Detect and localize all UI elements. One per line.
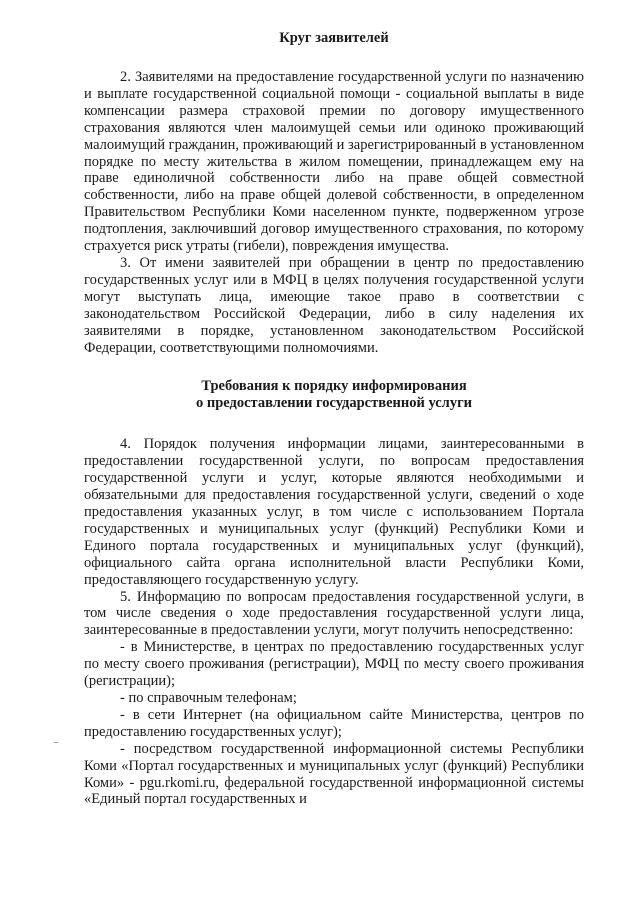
bullet-internet: - в сети Интернет (на официальном сайте Министерства, центров по предоставлению государственных услуг); [84, 706, 584, 740]
bullet-portal: - посредством государственной информационной системы Республики Коми «Портал государственных и муниципальных услуг (функций) Республики Коми» - pgu.rkomi.ru, федеральной государственной информационной системы «Единый портал государственных и [84, 740, 584, 808]
paragraph-2: 2. Заявителями на предоставление государственной услуги по назначению и выплате государственной социальной помощи - социальной выплаты в виде компенсации размера страховой премии по договору имущественного страхования являются член малоимущей семьи или одиноко проживающий малоимущий гражданин, проживающий и зарегистрированный в установленном порядке по месту жительства в жилом помещении, принадлежащем ему на праве единоличной собственности либо на праве общей совместной собственности, либо на праве общей долевой собственности, в определенном Правительством Республики Коми населенном пункте, подверженном угрозе подтопления, заключивший договор имущественного страхования, по которому страхуется риск утраты (гибели), повреждения имущества. [84, 69, 584, 255]
section-title-informing [84, 378, 584, 412]
margin-mark [54, 742, 58, 743]
paragraph-4: 4. Порядок получения информации лицами, заинтересованными в предоставлении государственной услуги, по вопросам предоставления государственной услуги и услуг, которые являются необходимыми и обязательными для предоставления государственной услуги, сведений о ходе предоставления указанных услуг, в том числе с использованием Портала государственных и муниципальных услуг (функций) Республики Коми и Единого портала государственных и муниципальных услуг (функций), официального сайта органа исполнительной власти Республики Коми, предоставляющего государственную услугу. [84, 436, 584, 588]
paragraph-5: 5. Информацию по вопросам предоставления государственной услуги, в том числе сведения о ходе предоставления государственной услуги лица, заинтересованные в предоставлении услуги, могут получить непосредственно: [84, 588, 584, 639]
bullet-phones: - по справочным телефонам; [120, 690, 297, 706]
section-title-line-1: Требования к порядку информирования [201, 378, 467, 395]
section-title-applicants: Круг заявителей [279, 30, 389, 46]
bullet-ministry: - в Министерстве, в центрах по предоставлению государственных услуг по месту своего проживания (регистрации), МФЦ по месту своего проживания (регистрации); [84, 639, 584, 690]
section-title-line-2: о предоставлении государственной услуги [195, 395, 473, 412]
paragraph-3: 3. От имени заявителей при обращении в центр по предоставлению государственных услуг или в МФЦ в целях получения государственной услуги могут выступать лица, имеющие такое право в соответствии с законодательством Российской Федерации, либо в силу наделения их заявителями в порядке, установленном законодательством Российской Федерации, соответствующими полномочиями. [84, 254, 584, 356]
